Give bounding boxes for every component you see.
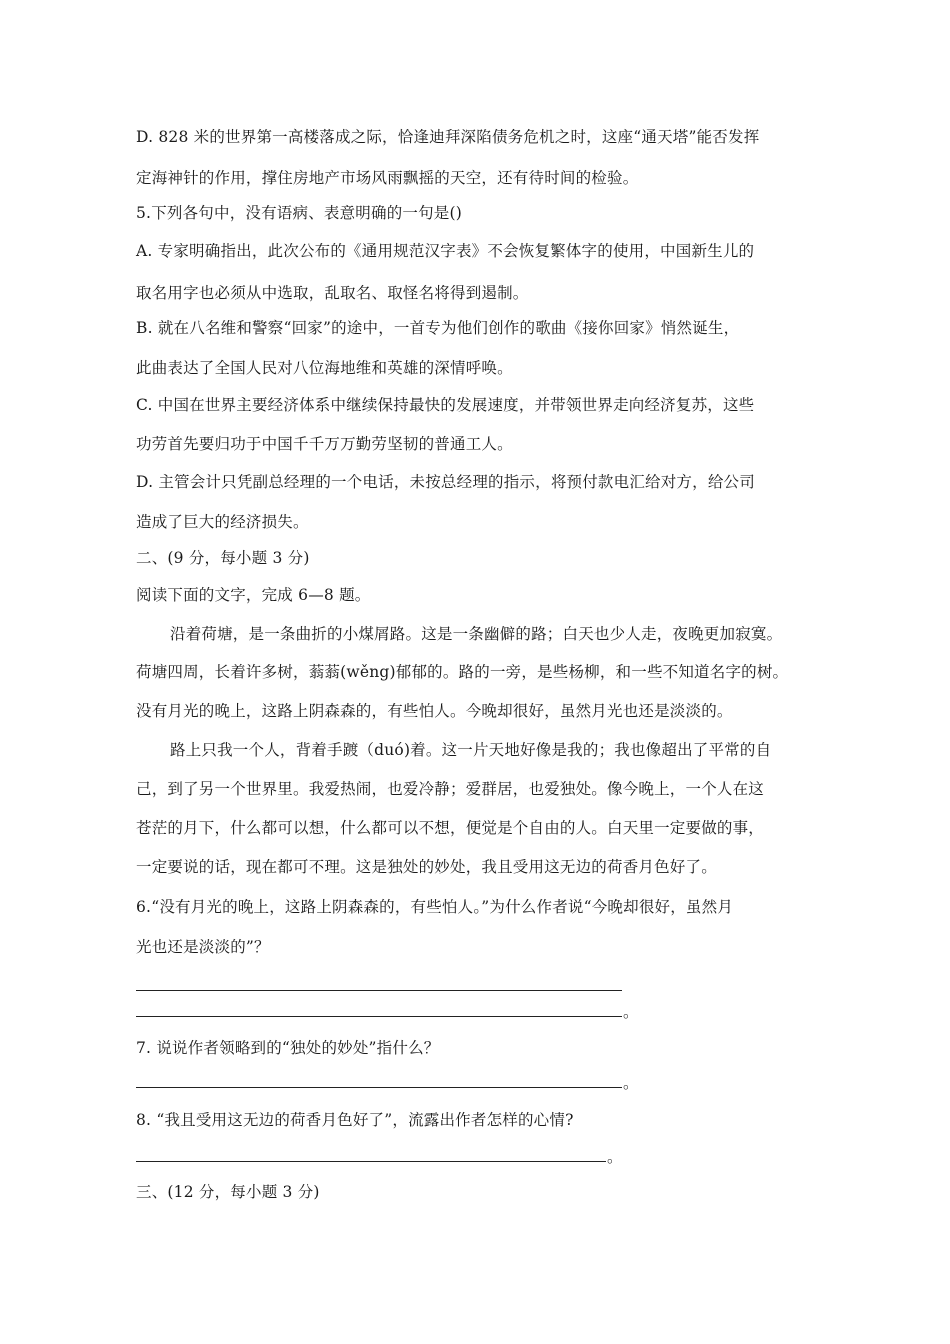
q6-answer-blank-1[interactable] [136, 976, 622, 996]
q5-stem: 5.下列各句中，没有语病、表意明确的一句是() [136, 204, 462, 222]
q5-option-d-line2: 造成了巨大的经济损失。 [136, 513, 309, 531]
q5-option-b-line2: 此曲表达了全国人民对八位海地维和英雄的深情呼唤。 [136, 359, 513, 377]
section2-heading: 二、(9 分，每小题 3 分) [136, 549, 310, 567]
q7-question: 7. 说说作者领略到的“独处的妙处”指什么？ [136, 1039, 440, 1057]
q5-option-a-line2: 取名用字也必须从中选取，乱取名、取怪名将得到遏制。 [136, 284, 529, 302]
q6-line1: 6.“没有月光的晚上，这路上阴森森的，有些怕人。”为什么作者说“今晚却很好，虽然月 [136, 898, 734, 916]
q8-answer-blank[interactable] [136, 1147, 623, 1167]
passage-para1-line3: 没有月光的晚上，这路上阴森森的，有些怕人。今晚却很好，虽然月光也还是淡淡的。 [136, 702, 733, 720]
q5-option-d-line1: D. 主管会计只凭副总经理的一个电话，未按总经理的指示，将预付款电汇给对方，给公司 [136, 473, 755, 491]
passage-para2-line1: 路上只我一个人，背着手踱（duó)着。这一片天地好像是我的；我也像超出了平常的自 [170, 741, 772, 759]
q4-option-d-line1: D. 828 米的世界第一高楼落成之际，恰逢迪拜深陷债务危机之时，这座“通天塔”能否发挥 [136, 128, 760, 146]
q7-period: 。 [623, 1074, 639, 1092]
q8-question: 8. “我且受用这无边的荷香月色好了”，流露出作者怎样的心情? [136, 1111, 574, 1129]
q5-option-c-line2: 功劳首先要归功于中国千千万万勤劳坚韧的普通工人。 [136, 435, 513, 453]
passage-para2-line2: 己，到了另一个世界里。我爱热闹，也爱冷静；爱群居，也爱独处。像今晚上，一个人在这 [136, 780, 765, 798]
section2-instruction: 阅读下面的文字，完成 6—8 题。 [136, 586, 371, 604]
q6-period: 。 [623, 1003, 639, 1021]
passage-para1-line1: 沿着荷塘，是一条曲折的小煤屑路。这是一条幽僻的路；白天也少人走，夜晚更加寂寞。 [170, 625, 783, 643]
q5-option-a-line1: A. 专家明确指出，此次公布的《通用规范汉字表》不会恢复繁体字的使用，中国新生儿的 [136, 242, 755, 260]
q6-answer-blank-2[interactable] [136, 1002, 639, 1022]
q8-period: 。 [607, 1148, 623, 1166]
passage-para1-line2: 荷塘四周，长着许多树，蓊蓊(wěng)郁郁的。路的一旁，是些杨柳，和一些不知道名字的树。 [136, 663, 789, 681]
section3-heading: 三、(12 分，每小题 3 分) [136, 1183, 320, 1201]
passage-para2-line4: 一定要说的话，现在都可不理。这是独处的妙处，我且受用这无边的荷香月色好了。 [136, 858, 717, 876]
q6-line2: 光也还是淡淡的”？ [136, 938, 270, 956]
q5-option-b-line1: B. 就在八名维和警察“回家”的途中，一首专为他们创作的歌曲《接你回家》悄然诞生， [136, 319, 740, 337]
q5-option-c-line1: C. 中国在世界主要经济体系中继续保持最快的发展速度，并带领世界走向经济复苏，这些 [136, 396, 755, 414]
q4-option-d-line2: 定海神针的作用，撑住房地产市场风雨飘摇的天空，还有待时间的检验。 [136, 169, 639, 187]
q7-answer-blank[interactable] [136, 1073, 639, 1093]
passage-para2-line3: 苍茫的月下，什么都可以想，什么都可以不想，便觉是个自由的人。白天里一定要做的事， [136, 819, 765, 837]
